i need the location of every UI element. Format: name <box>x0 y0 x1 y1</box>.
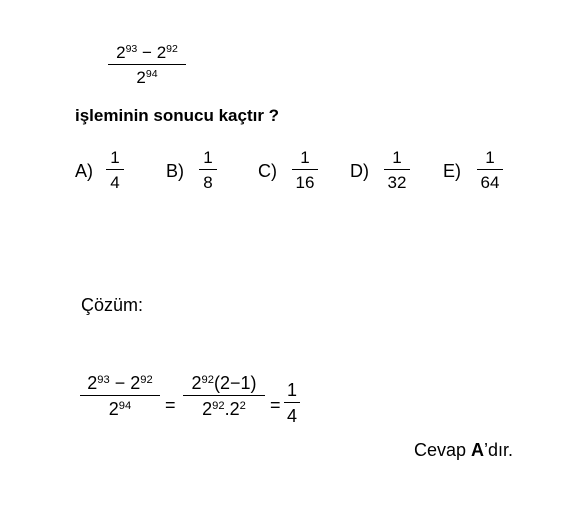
answer-letter: A <box>471 440 485 460</box>
option-d-label: D) <box>350 161 369 181</box>
option-e-fraction: 1 64 <box>477 149 503 191</box>
solution-step2-fraction: $2^{92}(2-1)$ $2^{92}.2^2$ <box>183 374 265 418</box>
solution-step1-fraction: $2^{93} - 2^{92}$ $2^{94}$ <box>80 374 160 418</box>
equals-sign-1: = <box>165 395 176 415</box>
solution-result-fraction: 1 4 <box>284 381 300 425</box>
option-b-fraction: 1 8 <box>199 149 217 191</box>
question-fraction <box>108 44 186 86</box>
fraction-bar <box>108 64 186 65</box>
option-b-label: B) <box>166 161 184 181</box>
option-d-fraction: 1 32 <box>384 149 410 191</box>
option-e-label: E) <box>443 161 461 181</box>
equals-sign-2: = <box>270 395 281 415</box>
solution-heading: Çözüm: <box>81 295 144 315</box>
option-c-fraction: 1 16 <box>292 149 318 191</box>
option-c-label: C) <box>258 161 277 181</box>
option-a-label: A) <box>75 161 93 181</box>
question-numerator: $2^{93} - 2^{92}$ <box>116 43 178 62</box>
question-prompt: işleminin sonucu kaçtır ? <box>75 106 280 125</box>
option-a-fraction: 1 4 <box>106 149 124 191</box>
question-denominator: $2^{94}$ <box>136 68 158 87</box>
answer-text: Cevap A’dır. <box>414 440 514 460</box>
